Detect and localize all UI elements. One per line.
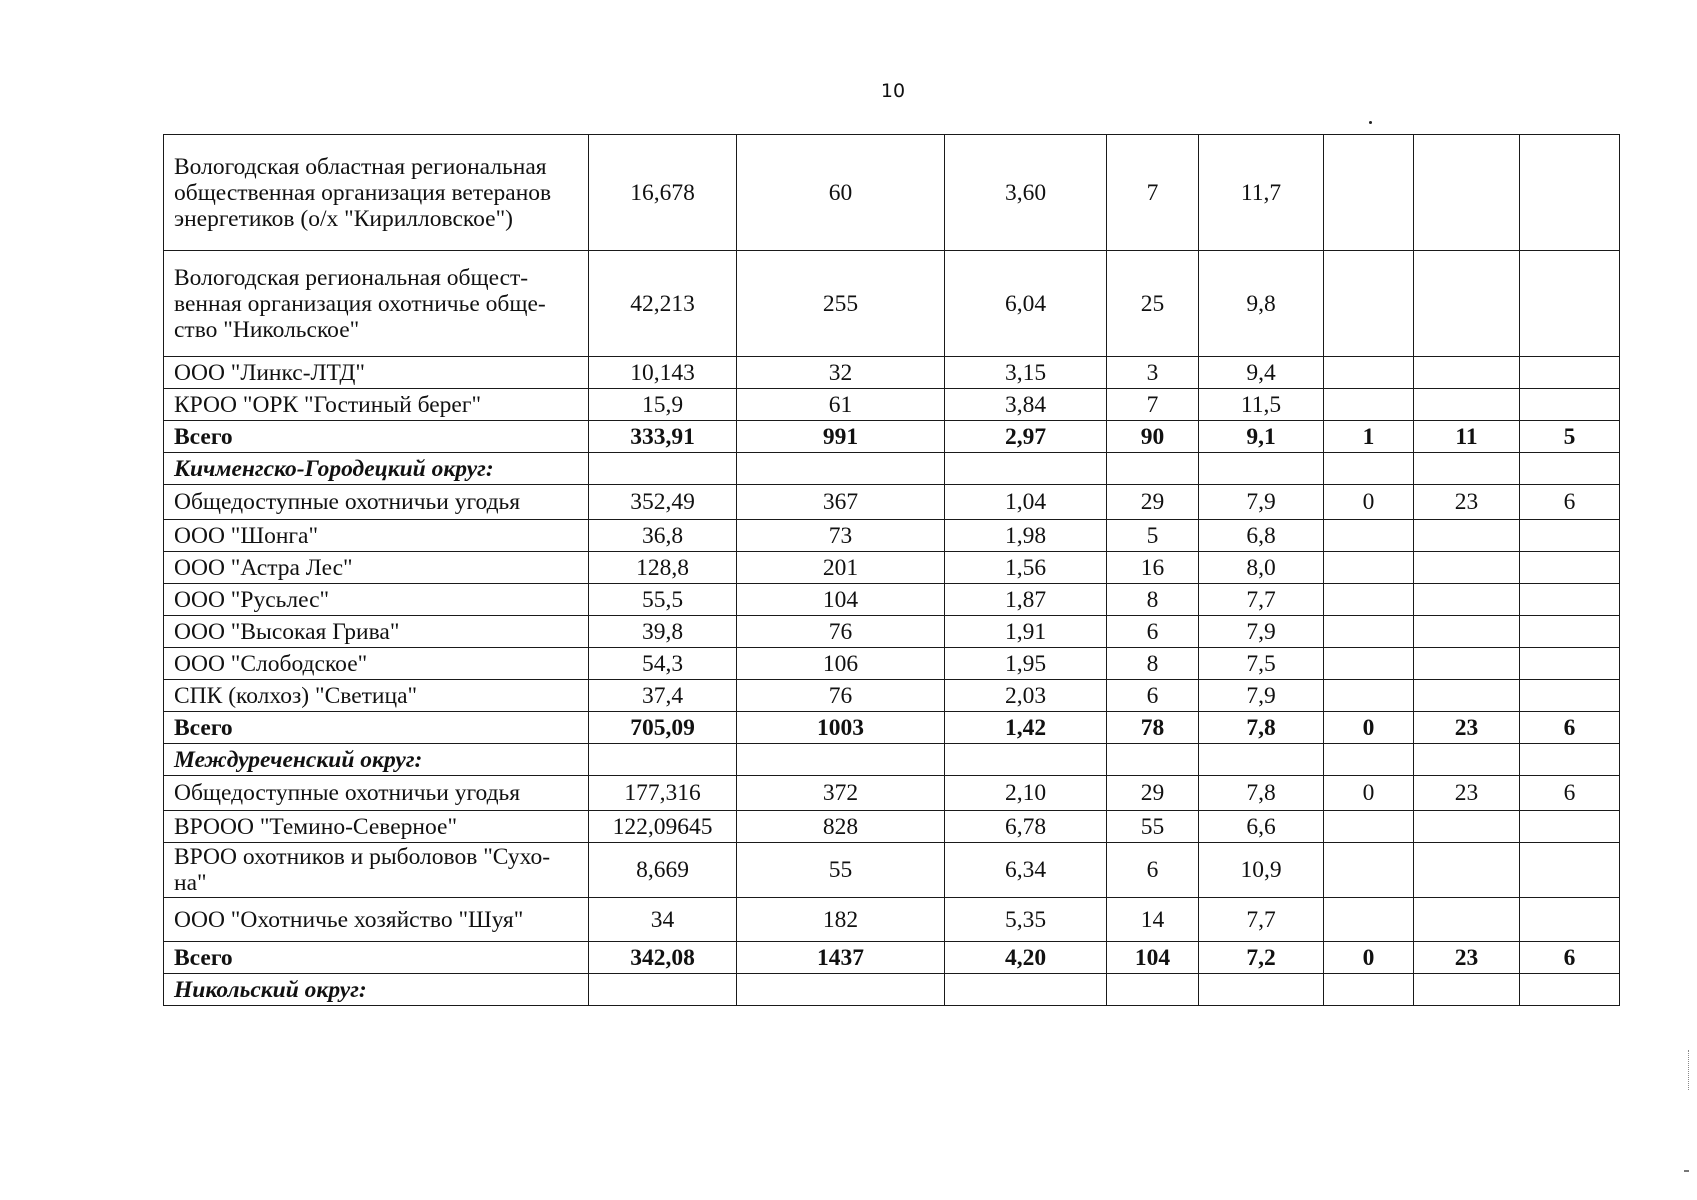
value-cell-col-7 bbox=[1324, 898, 1414, 942]
table-row bbox=[164, 520, 1620, 552]
row-label-cell: Всего bbox=[164, 421, 589, 453]
value-cell-col-5: 90 bbox=[1107, 421, 1199, 453]
table-row bbox=[164, 357, 1620, 389]
value-cell-col-4: 2,10 bbox=[945, 776, 1107, 811]
value-cell-col-3: 76 bbox=[737, 616, 945, 648]
value-cell-col-7 bbox=[1324, 552, 1414, 584]
value-cell-col-7 bbox=[1324, 251, 1414, 357]
row-label-cell: Никольский округ: bbox=[164, 974, 589, 1006]
row-label-cell: ВРООО "Темино-Северное" bbox=[164, 811, 589, 843]
value-cell-col-4 bbox=[945, 744, 1107, 776]
row-label-cell: ООО "Высокая Грива" bbox=[164, 616, 589, 648]
value-cell-col-7 bbox=[1324, 811, 1414, 843]
value-cell-col-6: 9,8 bbox=[1199, 251, 1324, 357]
row-label-cell: Кичменгско-Городецкий округ: bbox=[164, 453, 589, 485]
value-cell-col-3: 1437 bbox=[737, 942, 945, 974]
value-cell-col-2: 705,09 bbox=[589, 712, 737, 744]
table-body bbox=[164, 135, 1620, 1006]
value-cell-col-8 bbox=[1414, 520, 1520, 552]
value-cell-col-7 bbox=[1324, 974, 1414, 1006]
table-row bbox=[164, 584, 1620, 616]
value-cell-col-2: 16,678 bbox=[589, 135, 737, 251]
row-label-cell: Общедоступные охотничьи угодья bbox=[164, 776, 589, 811]
value-cell-col-8 bbox=[1414, 453, 1520, 485]
value-cell-col-8 bbox=[1414, 251, 1520, 357]
value-cell-col-2: 333,91 bbox=[589, 421, 737, 453]
table-row bbox=[164, 485, 1620, 520]
value-cell-col-8 bbox=[1414, 357, 1520, 389]
value-cell-col-4: 3,84 bbox=[945, 389, 1107, 421]
row-label-cell: ООО "Линкс-ЛТД" bbox=[164, 357, 589, 389]
value-cell-col-2 bbox=[589, 453, 737, 485]
table-row bbox=[164, 552, 1620, 584]
table-row bbox=[164, 616, 1620, 648]
value-cell-col-6: 6,8 bbox=[1199, 520, 1324, 552]
value-cell-col-6: 8,0 bbox=[1199, 552, 1324, 584]
value-cell-col-3: 76 bbox=[737, 680, 945, 712]
row-label-cell: Вологодская региональная общест-венная организация охотничье обще-ство "Никольское" bbox=[164, 251, 589, 357]
value-cell-col-2: 37,4 bbox=[589, 680, 737, 712]
value-cell-col-5: 6 bbox=[1107, 843, 1199, 898]
value-cell-col-8: 23 bbox=[1414, 776, 1520, 811]
value-cell-col-6: 7,9 bbox=[1199, 485, 1324, 520]
value-cell-col-7: 0 bbox=[1324, 485, 1414, 520]
value-cell-col-6: 9,1 bbox=[1199, 421, 1324, 453]
value-cell-col-9 bbox=[1520, 648, 1620, 680]
value-cell-col-7 bbox=[1324, 520, 1414, 552]
value-cell-col-8 bbox=[1414, 552, 1520, 584]
district-header-row bbox=[164, 744, 1620, 776]
row-label-cell: Всего bbox=[164, 942, 589, 974]
value-cell-col-6: 6,6 bbox=[1199, 811, 1324, 843]
value-cell-col-3: 106 bbox=[737, 648, 945, 680]
value-cell-col-8 bbox=[1414, 135, 1520, 251]
value-cell-col-4 bbox=[945, 453, 1107, 485]
value-cell-col-9: 6 bbox=[1520, 776, 1620, 811]
value-cell-col-6 bbox=[1199, 744, 1324, 776]
total-row bbox=[164, 712, 1620, 744]
value-cell-col-2: 36,8 bbox=[589, 520, 737, 552]
value-cell-col-9 bbox=[1520, 616, 1620, 648]
value-cell-col-7 bbox=[1324, 648, 1414, 680]
value-cell-col-6: 7,9 bbox=[1199, 680, 1324, 712]
value-cell-col-2: 10,143 bbox=[589, 357, 737, 389]
value-cell-col-9: 5 bbox=[1520, 421, 1620, 453]
value-cell-col-3: 1003 bbox=[737, 712, 945, 744]
table-row bbox=[164, 843, 1620, 898]
value-cell-col-4: 2,97 bbox=[945, 421, 1107, 453]
value-cell-col-2 bbox=[589, 744, 737, 776]
value-cell-col-5: 29 bbox=[1107, 776, 1199, 811]
row-label-cell: ВРОО охотников и рыболовов "Сухо-на" bbox=[164, 843, 589, 898]
value-cell-col-5: 29 bbox=[1107, 485, 1199, 520]
page-number: 10 bbox=[880, 80, 906, 102]
table-row bbox=[164, 135, 1620, 251]
table-row bbox=[164, 648, 1620, 680]
value-cell-col-3 bbox=[737, 453, 945, 485]
row-label-cell: ООО "Шонга" bbox=[164, 520, 589, 552]
row-label-cell: Всего bbox=[164, 712, 589, 744]
value-cell-col-2: 39,8 bbox=[589, 616, 737, 648]
value-cell-col-4 bbox=[945, 974, 1107, 1006]
value-cell-col-3: 104 bbox=[737, 584, 945, 616]
value-cell-col-3 bbox=[737, 744, 945, 776]
value-cell-col-9 bbox=[1520, 520, 1620, 552]
value-cell-col-7: 0 bbox=[1324, 776, 1414, 811]
value-cell-col-2: 55,5 bbox=[589, 584, 737, 616]
value-cell-col-9 bbox=[1520, 974, 1620, 1006]
value-cell-col-6: 7,9 bbox=[1199, 616, 1324, 648]
table-row bbox=[164, 811, 1620, 843]
value-cell-col-8: 23 bbox=[1414, 942, 1520, 974]
value-cell-col-9 bbox=[1520, 389, 1620, 421]
value-cell-col-9 bbox=[1520, 251, 1620, 357]
value-cell-col-6: 7,2 bbox=[1199, 942, 1324, 974]
value-cell-col-9 bbox=[1520, 357, 1620, 389]
value-cell-col-2: 15,9 bbox=[589, 389, 737, 421]
value-cell-col-6: 7,7 bbox=[1199, 584, 1324, 616]
value-cell-col-5 bbox=[1107, 744, 1199, 776]
value-cell-col-8 bbox=[1414, 898, 1520, 942]
value-cell-col-7: 0 bbox=[1324, 712, 1414, 744]
value-cell-col-4: 6,04 bbox=[945, 251, 1107, 357]
value-cell-col-9 bbox=[1520, 680, 1620, 712]
value-cell-col-5: 3 bbox=[1107, 357, 1199, 389]
value-cell-col-9: 6 bbox=[1520, 712, 1620, 744]
district-header-row bbox=[164, 453, 1620, 485]
value-cell-col-4: 3,60 bbox=[945, 135, 1107, 251]
value-cell-col-5: 7 bbox=[1107, 389, 1199, 421]
value-cell-col-3: 367 bbox=[737, 485, 945, 520]
value-cell-col-5: 78 bbox=[1107, 712, 1199, 744]
value-cell-col-2: 342,08 bbox=[589, 942, 737, 974]
value-cell-col-4: 6,78 bbox=[945, 811, 1107, 843]
value-cell-col-4: 1,91 bbox=[945, 616, 1107, 648]
value-cell-col-3: 255 bbox=[737, 251, 945, 357]
value-cell-col-3 bbox=[737, 974, 945, 1006]
value-cell-col-7 bbox=[1324, 453, 1414, 485]
value-cell-col-8 bbox=[1414, 584, 1520, 616]
value-cell-col-5: 8 bbox=[1107, 584, 1199, 616]
value-cell-col-7 bbox=[1324, 389, 1414, 421]
value-cell-col-8: 23 bbox=[1414, 485, 1520, 520]
value-cell-col-6 bbox=[1199, 974, 1324, 1006]
row-label-cell: Вологодская областная региональная общественная организация ветеранов энергетиков (о/х "Кирилловское") bbox=[164, 135, 589, 251]
value-cell-col-5: 14 bbox=[1107, 898, 1199, 942]
value-cell-col-2: 34 bbox=[589, 898, 737, 942]
value-cell-col-6: 7,5 bbox=[1199, 648, 1324, 680]
value-cell-col-8 bbox=[1414, 811, 1520, 843]
value-cell-col-8 bbox=[1414, 974, 1520, 1006]
value-cell-col-5: 7 bbox=[1107, 135, 1199, 251]
value-cell-col-8 bbox=[1414, 616, 1520, 648]
value-cell-col-3: 991 bbox=[737, 421, 945, 453]
value-cell-col-3: 372 bbox=[737, 776, 945, 811]
value-cell-col-4: 1,95 bbox=[945, 648, 1107, 680]
value-cell-col-4: 2,03 bbox=[945, 680, 1107, 712]
value-cell-col-4: 1,87 bbox=[945, 584, 1107, 616]
total-row bbox=[164, 942, 1620, 974]
value-cell-col-7 bbox=[1324, 135, 1414, 251]
value-cell-col-9 bbox=[1520, 584, 1620, 616]
value-cell-col-6: 11,7 bbox=[1199, 135, 1324, 251]
scan-edge-mark bbox=[1688, 1050, 1691, 1090]
value-cell-col-9 bbox=[1520, 843, 1620, 898]
value-cell-col-8 bbox=[1414, 680, 1520, 712]
value-cell-col-8: 11 bbox=[1414, 421, 1520, 453]
row-label-cell: Общедоступные охотничьи угодья bbox=[164, 485, 589, 520]
value-cell-col-2 bbox=[589, 974, 737, 1006]
value-cell-col-9 bbox=[1520, 744, 1620, 776]
value-cell-col-3: 182 bbox=[737, 898, 945, 942]
value-cell-col-5: 16 bbox=[1107, 552, 1199, 584]
value-cell-col-3: 55 bbox=[737, 843, 945, 898]
value-cell-col-3: 32 bbox=[737, 357, 945, 389]
value-cell-col-5: 55 bbox=[1107, 811, 1199, 843]
value-cell-col-2: 8,669 bbox=[589, 843, 737, 898]
value-cell-col-9 bbox=[1520, 552, 1620, 584]
value-cell-col-4: 5,35 bbox=[945, 898, 1107, 942]
value-cell-col-5: 104 bbox=[1107, 942, 1199, 974]
value-cell-col-4: 4,20 bbox=[945, 942, 1107, 974]
value-cell-col-5: 5 bbox=[1107, 520, 1199, 552]
value-cell-col-4: 3,15 bbox=[945, 357, 1107, 389]
row-label-cell: Междуреченский округ: bbox=[164, 744, 589, 776]
district-header-row bbox=[164, 974, 1620, 1006]
value-cell-col-2: 54,3 bbox=[589, 648, 737, 680]
value-cell-col-7: 0 bbox=[1324, 942, 1414, 974]
value-cell-col-9: 6 bbox=[1520, 485, 1620, 520]
row-label-cell: СПК (колхоз) "Светица" bbox=[164, 680, 589, 712]
value-cell-col-4: 6,34 bbox=[945, 843, 1107, 898]
table-row bbox=[164, 776, 1620, 811]
value-cell-col-6: 11,5 bbox=[1199, 389, 1324, 421]
value-cell-col-2: 352,49 bbox=[589, 485, 737, 520]
value-cell-col-4: 1,42 bbox=[945, 712, 1107, 744]
value-cell-col-4: 1,56 bbox=[945, 552, 1107, 584]
value-cell-col-9 bbox=[1520, 811, 1620, 843]
value-cell-col-4: 1,04 bbox=[945, 485, 1107, 520]
value-cell-col-3: 61 bbox=[737, 389, 945, 421]
value-cell-col-9: 6 bbox=[1520, 942, 1620, 974]
row-label-cell: ООО "Охотничье хозяйство "Шуя" bbox=[164, 898, 589, 942]
value-cell-col-6: 9,4 bbox=[1199, 357, 1324, 389]
value-cell-col-4: 1,98 bbox=[945, 520, 1107, 552]
value-cell-col-7 bbox=[1324, 616, 1414, 648]
row-label-cell: ООО "Слободское" bbox=[164, 648, 589, 680]
value-cell-col-7 bbox=[1324, 843, 1414, 898]
scan-edge-mark-2 bbox=[1684, 1170, 1689, 1172]
row-label-cell: КРОО "ОРК "Гостиный берег" bbox=[164, 389, 589, 421]
value-cell-col-5: 6 bbox=[1107, 680, 1199, 712]
value-cell-col-8 bbox=[1414, 648, 1520, 680]
value-cell-col-5: 25 bbox=[1107, 251, 1199, 357]
value-cell-col-6: 7,8 bbox=[1199, 712, 1324, 744]
value-cell-col-8: 23 bbox=[1414, 712, 1520, 744]
value-cell-col-2: 128,8 bbox=[589, 552, 737, 584]
value-cell-col-3: 828 bbox=[737, 811, 945, 843]
value-cell-col-2: 42,213 bbox=[589, 251, 737, 357]
value-cell-col-5 bbox=[1107, 974, 1199, 1006]
value-cell-col-7 bbox=[1324, 584, 1414, 616]
value-cell-col-5: 6 bbox=[1107, 616, 1199, 648]
total-row bbox=[164, 421, 1620, 453]
value-cell-col-7 bbox=[1324, 357, 1414, 389]
value-cell-col-9 bbox=[1520, 898, 1620, 942]
value-cell-col-8 bbox=[1414, 843, 1520, 898]
table-row bbox=[164, 389, 1620, 421]
value-cell-col-6: 7,8 bbox=[1199, 776, 1324, 811]
hunting-grounds-table bbox=[163, 134, 1620, 1006]
table-row bbox=[164, 251, 1620, 357]
value-cell-col-3: 73 bbox=[737, 520, 945, 552]
value-cell-col-8 bbox=[1414, 744, 1520, 776]
table-row bbox=[164, 898, 1620, 942]
value-cell-col-7: 1 bbox=[1324, 421, 1414, 453]
value-cell-col-6 bbox=[1199, 453, 1324, 485]
scan-dot bbox=[1369, 121, 1372, 124]
value-cell-col-7 bbox=[1324, 744, 1414, 776]
value-cell-col-3: 201 bbox=[737, 552, 945, 584]
value-cell-col-3: 60 bbox=[737, 135, 945, 251]
value-cell-col-5 bbox=[1107, 453, 1199, 485]
value-cell-col-2: 177,316 bbox=[589, 776, 737, 811]
row-label-cell: ООО "Русьлес" bbox=[164, 584, 589, 616]
value-cell-col-2: 122,09645 bbox=[589, 811, 737, 843]
value-cell-col-9 bbox=[1520, 135, 1620, 251]
value-cell-col-6: 7,7 bbox=[1199, 898, 1324, 942]
row-label-cell: ООО "Астра Лес" bbox=[164, 552, 589, 584]
value-cell-col-7 bbox=[1324, 680, 1414, 712]
value-cell-col-9 bbox=[1520, 453, 1620, 485]
value-cell-col-5: 8 bbox=[1107, 648, 1199, 680]
value-cell-col-6: 10,9 bbox=[1199, 843, 1324, 898]
value-cell-col-8 bbox=[1414, 389, 1520, 421]
table-row bbox=[164, 680, 1620, 712]
